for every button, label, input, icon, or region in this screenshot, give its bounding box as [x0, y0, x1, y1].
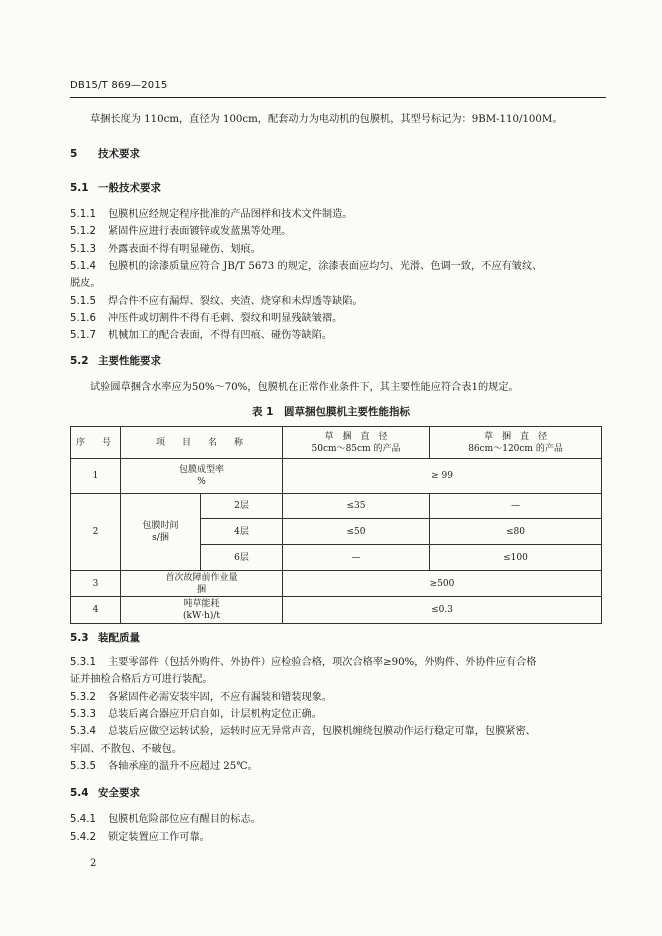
table-row: 1 包膜成型率 % ≥ 99: [71, 459, 602, 494]
clause-5-1-1: 5.1.1 包膜机应经规定程序批准的产品图样和技术文件制造。: [70, 209, 353, 220]
clause-5-4-1: 5.4.1 包膜机危险部位应有醒目的标志。: [70, 814, 261, 825]
clause-5-3-4: 5.3.4 总装后应做空运转试验，运转时应无异常声音，包膜机缠绕包膜动作运行稳定可靠，包膜紧密、: [70, 726, 536, 737]
clause-5-1-4: 5.1.4 包膜机的涂漆质量应符合 JB/T 5673 的规定，涂漆表面应均匀、光滑、色调一致，不应有皱纹、: [70, 261, 543, 272]
subsection-number: 5.4: [70, 787, 89, 799]
table-row: 4层 ≤50 ≤80: [71, 519, 602, 545]
header-seq: 序 号: [71, 427, 121, 459]
clause-5-1-3: 5.1.3 外露表面不得有明显碰伤、划痕。: [70, 244, 261, 255]
clause-5-1-7: 5.1.7 机械加工的配合表面，不得有凹痕、碰伤等缺陷。: [70, 330, 333, 341]
header-item: 项 目 名 称: [121, 427, 283, 459]
clause-5-4-2: 5.4.2 锁定装置应工作可靠。: [70, 832, 210, 843]
section-5-heading: [70, 146, 140, 161]
table-row: 2 包膜时间 s/捆 2层 ≤35 —: [71, 494, 602, 519]
intro-line: 草捆长度为 110cm，直径为 100cm，配套动力为电动机的包膜机，其型号标记为：9BM-110/100M。: [90, 114, 563, 125]
standard-code-header: DB15/T 869—2015: [70, 80, 168, 91]
clause-5-3-2: 5.3.2 各紧固件必需安装牢固，不应有漏装和错装现象。: [70, 692, 333, 703]
clause-5-1-2: 5.1.2 紧固件应进行表面镀锌或发蓝黑等处理。: [70, 226, 292, 237]
subsection-title: 一般技术要求: [98, 182, 161, 194]
clause-5-1-5: 5.1.5 焊合件不应有漏焊、裂纹、夹渣、烧穿和未焊透等缺陷。: [70, 296, 363, 307]
subsection-number: 5.2: [70, 355, 89, 367]
subsection-title: 安全要求: [98, 787, 140, 799]
subsection-title: 装配质量: [98, 632, 140, 644]
subsection-number: 5.1: [70, 182, 89, 194]
subsection-5-4-heading: [70, 785, 140, 800]
table-caption: 表 1 圆草捆包膜机主要性能指标: [252, 406, 410, 418]
table-row: 4 吨草能耗 (kW·h)/t ≤0.3: [71, 597, 602, 624]
table-row: 3 首次故障前作业量 捆 ≥500: [71, 571, 602, 597]
performance-paragraph: 试验圆草捆含水率应为50%～70%，包膜机在正常作业条件下，其主要性能应符合表1的规定。: [90, 382, 519, 393]
subsection-5-1-heading: [70, 180, 161, 195]
page-number: 2: [90, 858, 97, 869]
clause-5-3-1-cont: 证并抽检合格后方可进行装配。: [70, 674, 213, 685]
header-diam-small: 草 捆 直 径 50cm～85cm 的产品: [283, 427, 430, 459]
subsection-number: 5.3: [70, 632, 89, 644]
performance-table: [70, 426, 602, 624]
section-number: 5: [70, 148, 78, 160]
clause-5-1-6: 5.1.6 冲压件或切割件不得有毛刺、裂纹和明显残缺皱褶。: [70, 313, 343, 324]
subsection-5-3-heading: [70, 630, 140, 645]
clause-5-3-1: 5.3.1 主要零部件（包括外购件、外协件）应检验合格，项次合格率≥90%，外购件、外协件应有合格: [70, 657, 537, 668]
section-title: 技术要求: [98, 148, 140, 160]
clause-5-3-3: 5.3.3 总装后离合器应开启自如，计层机构定位正确。: [70, 709, 322, 720]
subsection-5-2-heading: [70, 353, 161, 368]
table-row: 6层 — ≤100: [71, 545, 602, 571]
clause-5-1-4-cont: 脱皮。: [70, 278, 101, 289]
clause-5-3-4-cont: 牢固、不散包、不破包。: [70, 744, 183, 755]
header-diam-large: 草 捆 直 径 86cm～120cm 的产品: [430, 427, 602, 459]
table-header-row: [71, 427, 602, 459]
header-rule: [70, 97, 606, 98]
clause-5-3-5: 5.3.5 各轴承座的温升不应超过 25℃。: [70, 761, 258, 772]
subsection-title: 主要性能要求: [98, 355, 161, 367]
